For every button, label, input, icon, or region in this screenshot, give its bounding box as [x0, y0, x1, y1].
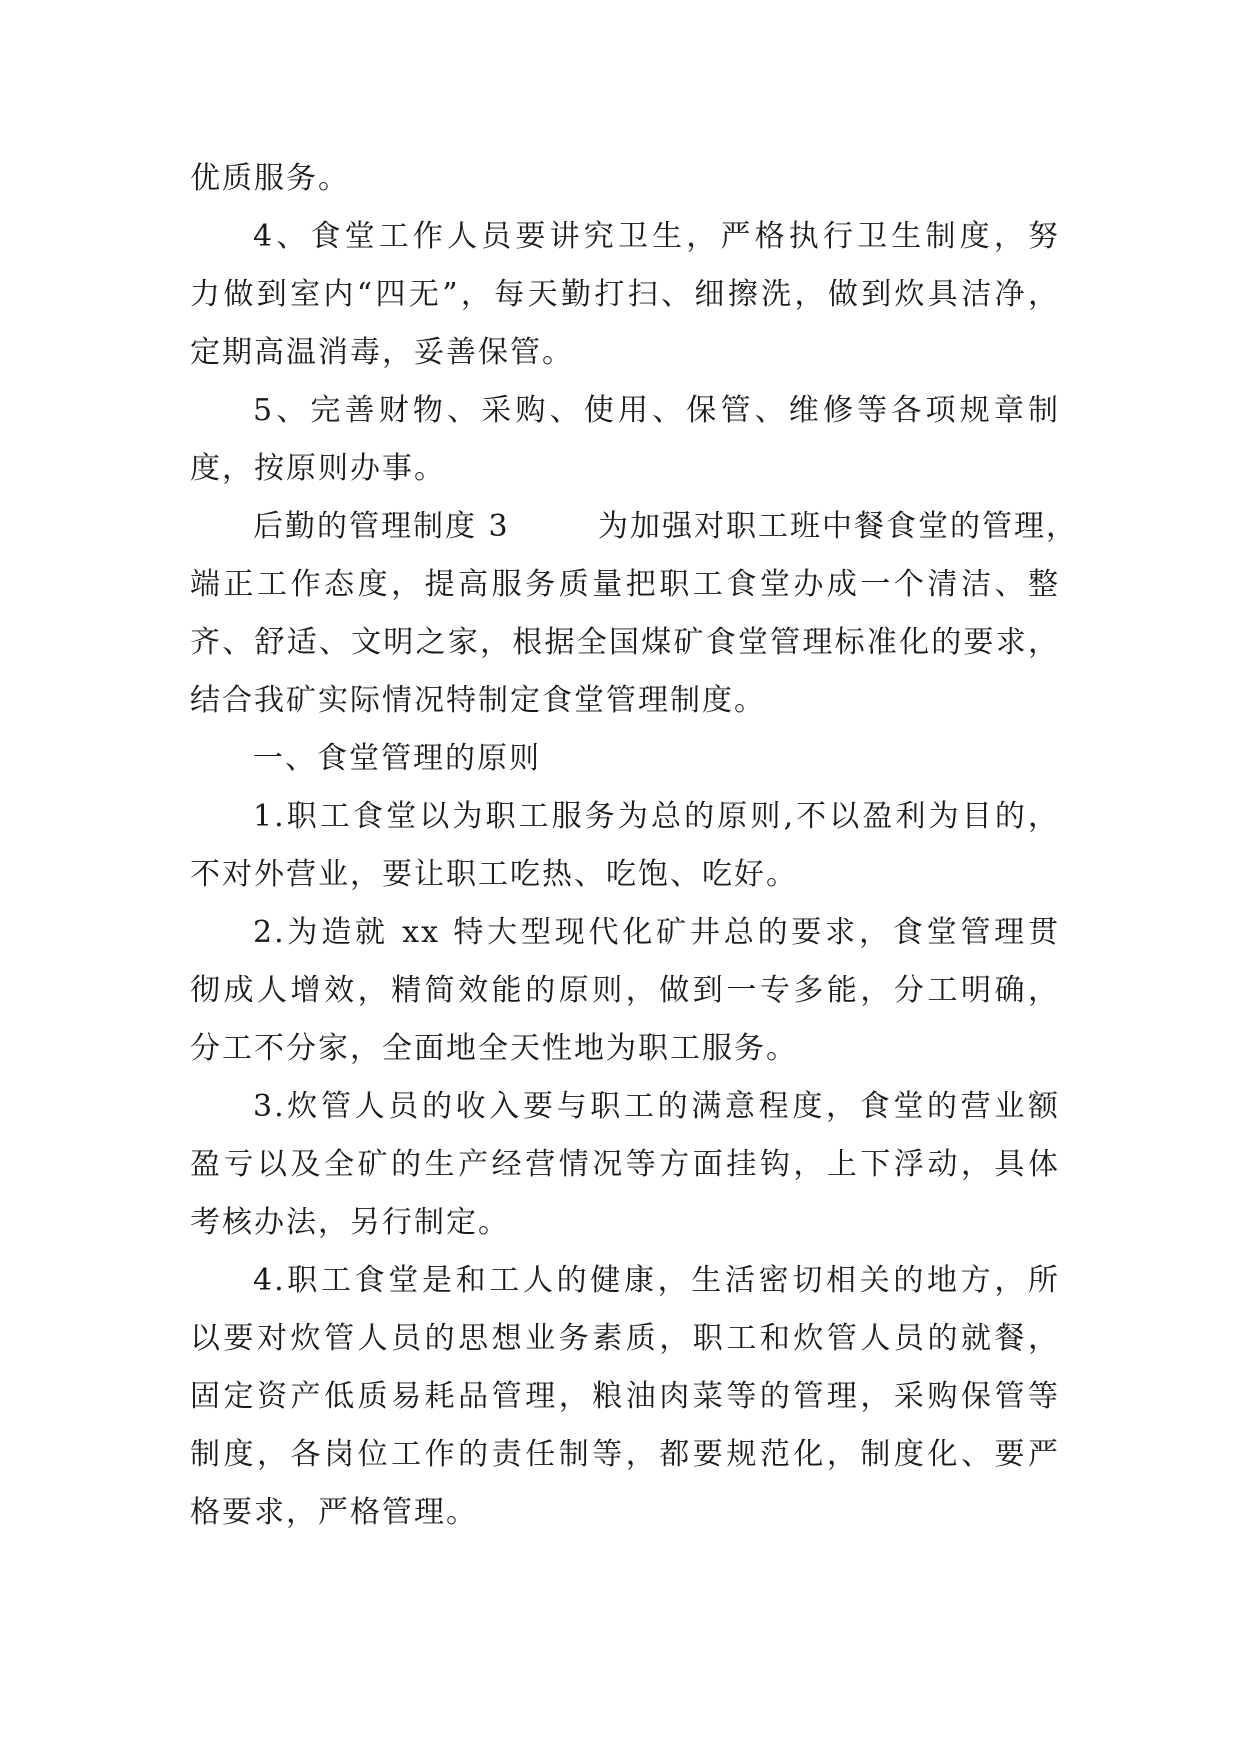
text-line: 以要对炊管人员的思想业务素质，职工和炊管人员的就餐， [190, 1321, 1060, 1356]
text-line: 分工不分家，全面地全天性地为职工服务。 [190, 1031, 798, 1066]
text-line: 4.职工食堂是和工人的健康，生活密切相关的地方，所 [253, 1263, 1060, 1298]
text-line: 度，按原则办事。 [190, 451, 446, 486]
text-line: 格要求，严格管理。 [190, 1495, 478, 1530]
text-line: 端正工作态度，提高服务质量把职工食堂办成一个清洁、整 [190, 567, 1060, 602]
document-page [190, 150, 1078, 1542]
text-line: 5、完善财物、采购、使用、保管、维修等各项规章制 [253, 393, 1060, 428]
text-line: 2.为造就 xx 特大型现代化矿井总的要求，食堂管理贯 [253, 915, 1060, 950]
text-line: 结合我矿实际情况特制定食堂管理制度。 [190, 683, 766, 718]
text-line: 考核办法，另行制定。 [190, 1205, 510, 1240]
text-line: 优质服务。 [190, 161, 350, 196]
section-heading: 后勤的管理制度 3 [253, 509, 510, 544]
text-line: 不对外营业，要让职工吃热、吃饱、吃好。 [190, 857, 798, 892]
text-line: 固定资产低质易耗品管理，粮油肉菜等的管理，采购保管等 [190, 1379, 1060, 1414]
text-line: 齐、舒适、文明之家，根据全国煤矿食堂管理标准化的要求， [190, 625, 1060, 660]
text-line: 彻成人增效，精简效能的原则，做到一专多能，分工明确， [190, 973, 1060, 1008]
text-line: 定期高温消毒，妥善保管。 [190, 335, 574, 370]
text-line: 3.炊管人员的收入要与职工的满意程度，食堂的营业额 [253, 1089, 1060, 1124]
section-intro: 为加强对职工班中餐食堂的管理， [598, 509, 1078, 544]
text-line: 4、食堂工作人员要讲究卫生，严格执行卫生制度，努 [253, 219, 1060, 254]
text-line: 制度，各岗位工作的责任制等，都要规范化，制度化、要严 [190, 1437, 1060, 1472]
text-line: 1.职工食堂以为职工服务为总的原则,不以盈利为目的， [253, 799, 1060, 834]
text-line: 力做到室内“四无”，每天勤打扫、细擦洗，做到炊具洁净， [190, 277, 1060, 312]
section-heading-line [190, 498, 1078, 556]
text-line: 盈亏以及全矿的生产经营情况等方面挂钩，上下浮动，具体 [190, 1147, 1060, 1182]
subsection-heading: 一、食堂管理的原则 [253, 741, 541, 776]
